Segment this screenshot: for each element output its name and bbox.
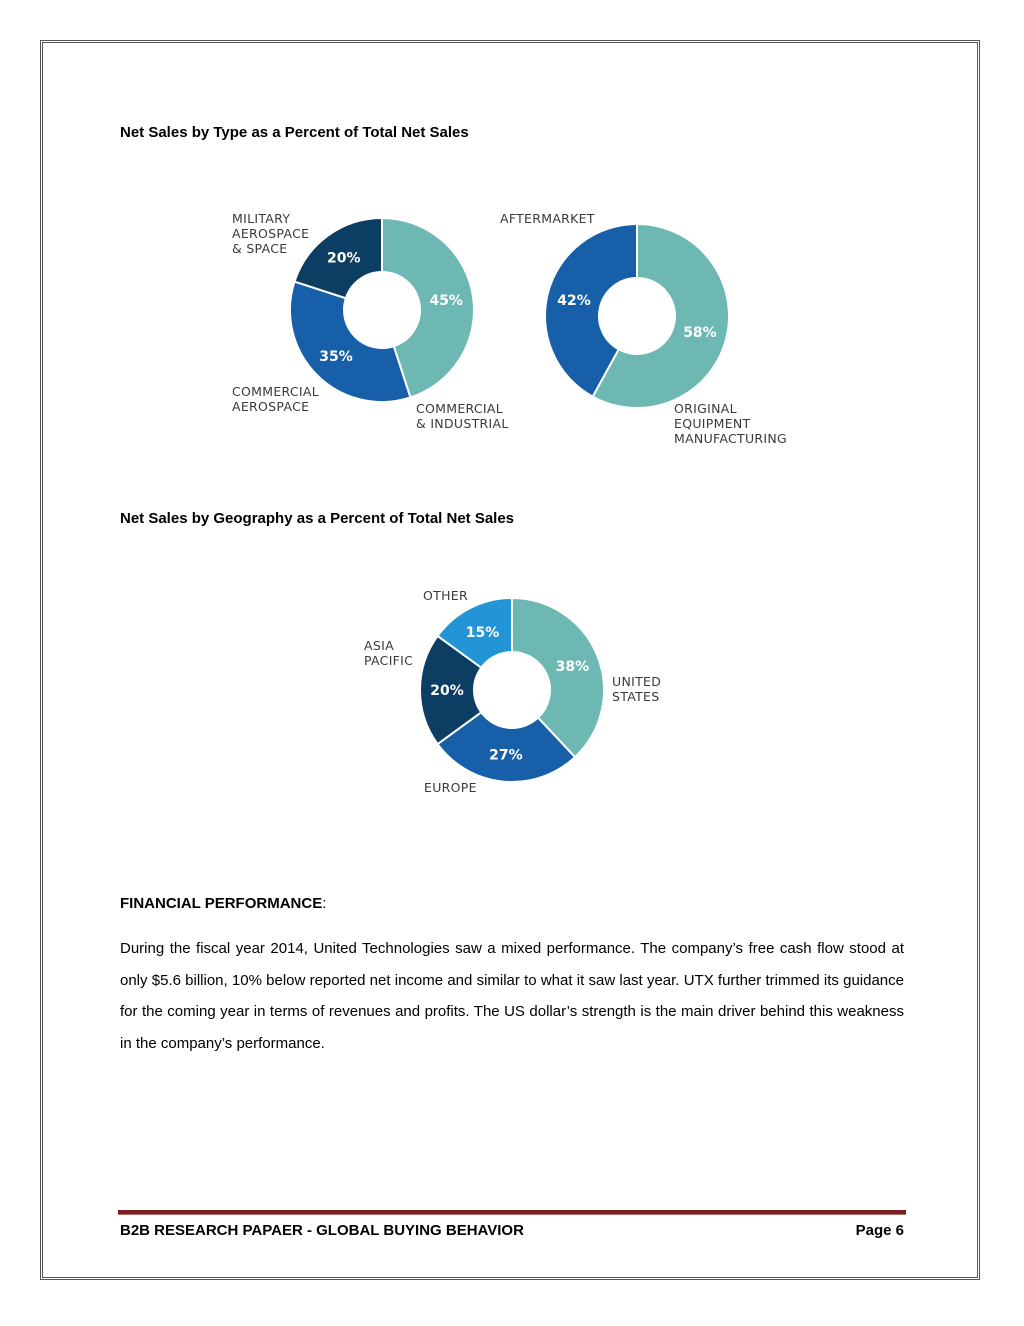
category-label-line: MANUFACTURING xyxy=(674,431,788,446)
category-label-original-equipment-manufacturing xyxy=(674,401,787,446)
value-label-original-equipment-manufacturing: 58% xyxy=(683,325,717,342)
donut-chart-geography xyxy=(350,580,680,800)
category-label-line: EQUIPMENT xyxy=(674,416,751,431)
category-label-line: & INDUSTRIAL xyxy=(416,416,509,431)
footer-document-title: B2B RESEARCH PAPAER - GLOBAL BUYING BEHAVIOR xyxy=(120,1222,524,1239)
category-label-united-states xyxy=(612,674,661,704)
category-label-line: PACIFIC xyxy=(364,653,414,668)
category-label-line: UNITED xyxy=(612,674,662,689)
section-title-colon: : xyxy=(322,895,327,912)
footer-page-number: Page 6 xyxy=(855,1222,904,1239)
category-label-line: ASIA xyxy=(364,638,394,653)
category-label-asia-pacific xyxy=(364,638,413,668)
section-title-text: FINANCIAL PERFORMANCE xyxy=(120,895,323,912)
value-label-asia-pacific: 20% xyxy=(430,683,464,699)
category-label-line: OTHER xyxy=(423,588,468,603)
heading-net-sales-by-type: Net Sales by Type as a Percent of Total Net Sales xyxy=(120,124,469,141)
category-label-line: STATES xyxy=(612,689,660,704)
category-label-line: & SPACE xyxy=(232,241,288,256)
value-label-other: 15% xyxy=(465,625,500,642)
category-label-line: AFTERMARKET xyxy=(500,211,595,226)
value-label-europe: 27% xyxy=(489,747,523,764)
category-label-line: COMMERCIAL xyxy=(232,384,320,399)
category-label-line: EUROPE xyxy=(424,780,477,795)
section-title xyxy=(120,895,326,912)
category-label-commercial-aerospace xyxy=(232,384,319,414)
financial-performance-paragraph: During the fiscal year 2014, United Technologies saw a mixed performance. The company’s free cash flow stood at only $5.6 billion, 10% below reported net income and similar to what it saw last year. UTX further trimmed its guidance for the coming year in terms of revenues and profits. The US dollar’s strength is the main driver behind this weakness in the company’s performance. xyxy=(120,940,904,1052)
footer-rule xyxy=(118,1210,906,1215)
category-label-line: AEROSPACE xyxy=(232,226,310,241)
value-label-commercial-aerospace: 35% xyxy=(319,348,353,365)
category-label-line: AEROSPACE xyxy=(232,399,310,414)
value-label-commercial-and-industrial: 45% xyxy=(429,292,463,309)
value-label-military-aerospace-and-space: 20% xyxy=(327,250,361,267)
category-label-line: MILITARY xyxy=(232,211,291,226)
value-label-united-states: 38% xyxy=(555,659,590,676)
category-label-line: COMMERCIAL xyxy=(416,401,504,416)
category-label-line: ORIGINAL xyxy=(674,401,737,416)
category-label-aftermarket xyxy=(500,211,595,226)
value-label-aftermarket: 42% xyxy=(557,292,591,309)
category-label-military-aerospace-and-space xyxy=(232,211,309,256)
donut-chart-oem-aftermarket xyxy=(490,200,810,450)
heading-net-sales-by-geography: Net Sales by Geography as a Percent of Total Net Sales xyxy=(120,510,515,527)
category-label-other xyxy=(423,588,468,603)
category-label-europe xyxy=(424,780,477,795)
